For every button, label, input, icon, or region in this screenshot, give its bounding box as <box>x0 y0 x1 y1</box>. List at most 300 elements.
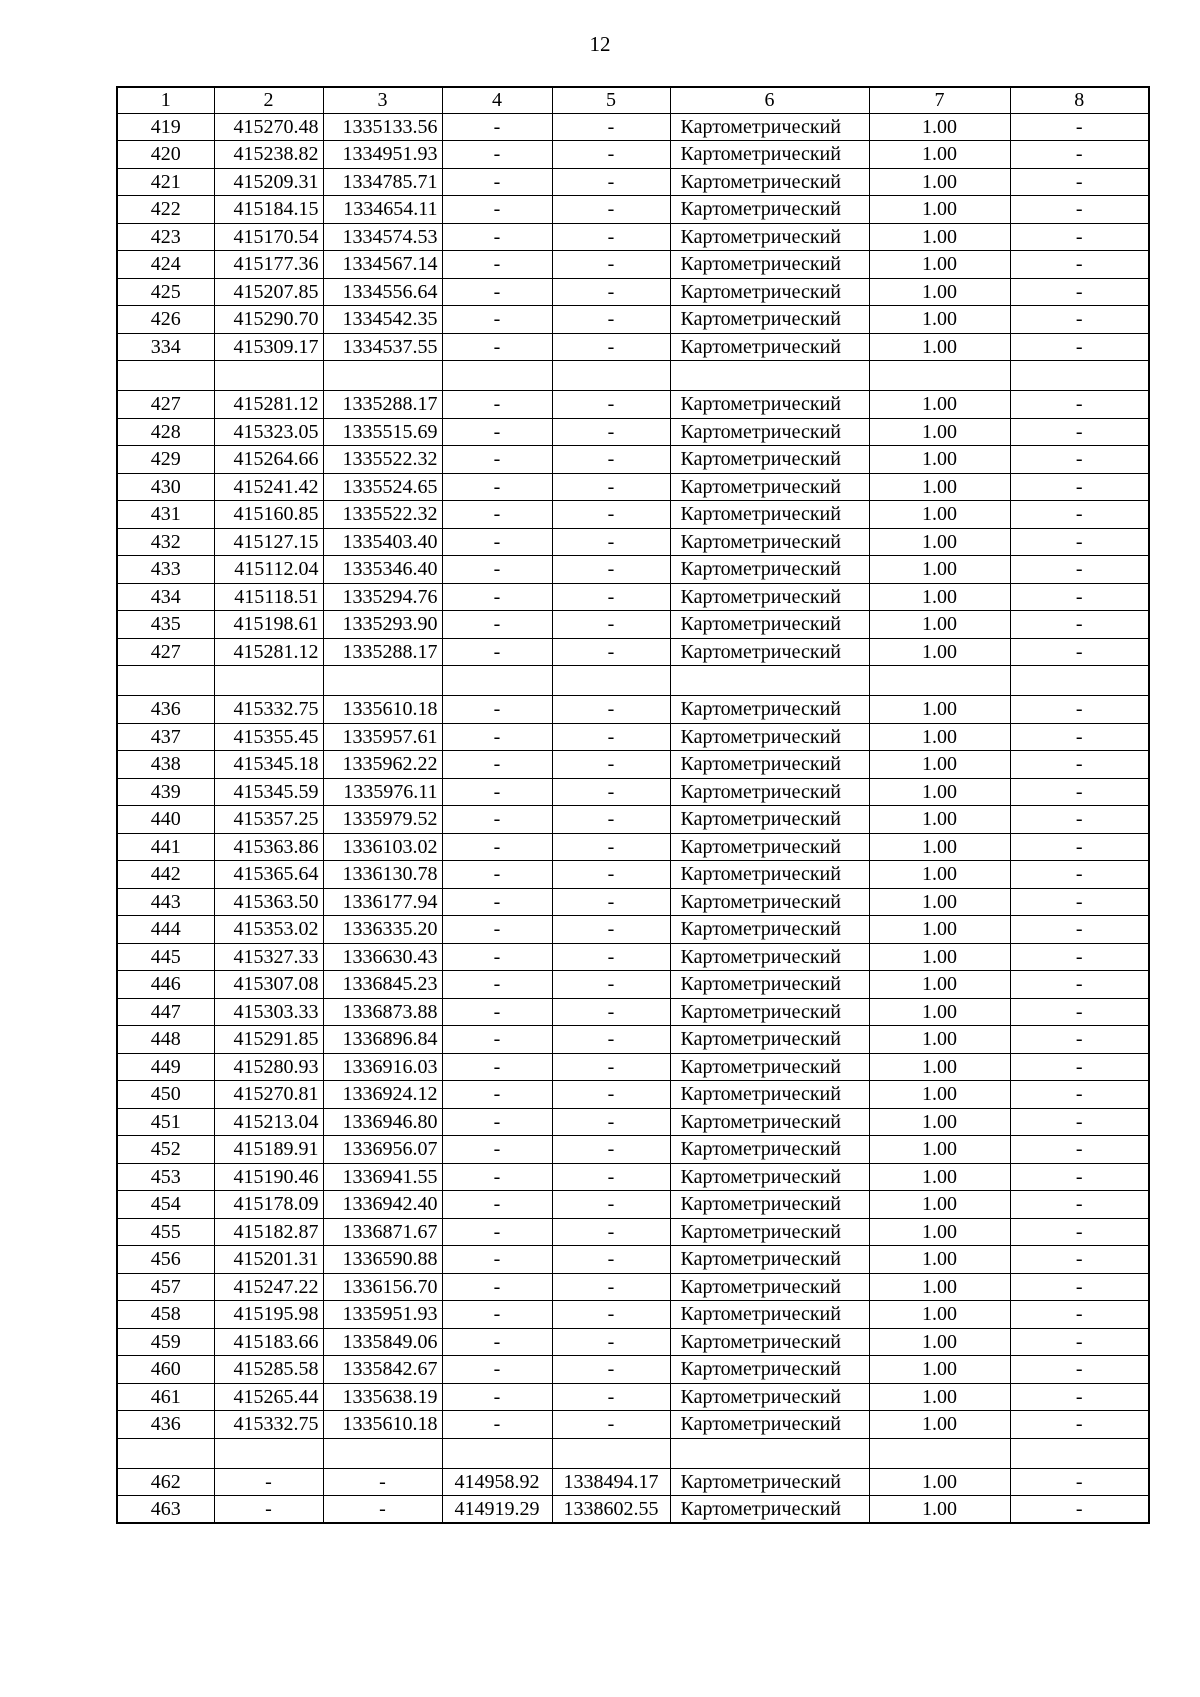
table-row <box>117 916 1149 944</box>
accuracy-cell: 1.00 <box>869 501 1010 529</box>
column-header: 7 <box>869 87 1010 113</box>
accuracy-cell: 1.00 <box>869 1356 1010 1384</box>
accuracy-cell: 1.00 <box>869 391 1010 419</box>
new-y-cell: - <box>552 1108 670 1136</box>
column-header: 8 <box>1010 87 1149 113</box>
y-coordinate-cell: 1336177.94 <box>323 888 442 916</box>
accuracy-cell: 1.00 <box>869 1026 1010 1054</box>
coordinates-table <box>116 86 1150 1524</box>
accuracy-cell: 1.00 <box>869 971 1010 999</box>
description-cell: - <box>1010 1328 1149 1356</box>
method-cell: Картометрический <box>670 251 869 279</box>
point-number-cell: 451 <box>117 1108 214 1136</box>
new-y-cell: 1338602.55 <box>552 1496 670 1524</box>
y-coordinate-cell: 1335842.67 <box>323 1356 442 1384</box>
column-header: 2 <box>214 87 323 113</box>
point-number-cell: 444 <box>117 916 214 944</box>
y-coordinate-cell: 1335293.90 <box>323 611 442 639</box>
accuracy-cell: 1.00 <box>869 1468 1010 1496</box>
new-y-cell: - <box>552 251 670 279</box>
point-number-cell: 422 <box>117 196 214 224</box>
accuracy-cell: 1.00 <box>869 778 1010 806</box>
accuracy-cell: 1.00 <box>869 806 1010 834</box>
new-x-cell: - <box>442 1136 552 1164</box>
new-x-cell: - <box>442 306 552 334</box>
x-coordinate-cell: 415177.36 <box>214 251 323 279</box>
point-number-cell: 462 <box>117 1468 214 1496</box>
x-coordinate-cell: 415332.75 <box>214 696 323 724</box>
y-coordinate-cell: 1335962.22 <box>323 751 442 779</box>
description-cell: - <box>1010 751 1149 779</box>
accuracy-cell: 1.00 <box>869 556 1010 584</box>
new-x-cell: - <box>442 916 552 944</box>
method-cell: Картометрический <box>670 168 869 196</box>
new-x-cell: - <box>442 1273 552 1301</box>
point-number-cell: 463 <box>117 1496 214 1524</box>
description-cell <box>1010 666 1149 696</box>
method-cell: Картометрический <box>670 1356 869 1384</box>
new-x-cell: - <box>442 833 552 861</box>
x-coordinate-cell: 415345.18 <box>214 751 323 779</box>
description-cell: - <box>1010 1411 1149 1439</box>
table-row <box>117 1081 1149 1109</box>
table-row <box>117 1301 1149 1329</box>
accuracy-cell: 1.00 <box>869 1273 1010 1301</box>
x-coordinate-cell: 415241.42 <box>214 473 323 501</box>
point-number-cell: 429 <box>117 446 214 474</box>
y-coordinate-cell: 1335524.65 <box>323 473 442 501</box>
method-cell: Картометрический <box>670 1053 869 1081</box>
description-cell: - <box>1010 888 1149 916</box>
table-row <box>117 861 1149 889</box>
new-x-cell: - <box>442 1163 552 1191</box>
accuracy-cell: 1.00 <box>869 638 1010 666</box>
table-row <box>117 723 1149 751</box>
new-y-cell: - <box>552 556 670 584</box>
point-number-cell: 455 <box>117 1218 214 1246</box>
accuracy-cell: 1.00 <box>869 528 1010 556</box>
x-coordinate-cell: 415309.17 <box>214 333 323 361</box>
point-number-cell: 446 <box>117 971 214 999</box>
point-number-cell: 436 <box>117 696 214 724</box>
table-row <box>117 223 1149 251</box>
new-y-cell: - <box>552 723 670 751</box>
y-coordinate-cell: 1334654.11 <box>323 196 442 224</box>
new-x-cell <box>442 1438 552 1468</box>
new-y-cell: - <box>552 861 670 889</box>
x-coordinate-cell: 415170.54 <box>214 223 323 251</box>
point-number-cell: 458 <box>117 1301 214 1329</box>
new-y-cell: - <box>552 943 670 971</box>
y-coordinate-cell: 1335638.19 <box>323 1383 442 1411</box>
description-cell: - <box>1010 501 1149 529</box>
x-coordinate-cell <box>214 361 323 391</box>
x-coordinate-cell: 415184.15 <box>214 196 323 224</box>
x-coordinate-cell: - <box>214 1468 323 1496</box>
x-coordinate-cell: 415198.61 <box>214 611 323 639</box>
description-cell: - <box>1010 1356 1149 1384</box>
x-coordinate-cell: 415355.45 <box>214 723 323 751</box>
new-x-cell <box>442 361 552 391</box>
y-coordinate-cell: 1335288.17 <box>323 638 442 666</box>
y-coordinate-cell: 1335515.69 <box>323 418 442 446</box>
accuracy-cell: 1.00 <box>869 998 1010 1026</box>
accuracy-cell: 1.00 <box>869 1246 1010 1274</box>
new-y-cell: - <box>552 418 670 446</box>
point-number-cell: 437 <box>117 723 214 751</box>
description-cell: - <box>1010 278 1149 306</box>
x-coordinate-cell: - <box>214 1496 323 1524</box>
new-x-cell: - <box>442 638 552 666</box>
y-coordinate-cell: 1335288.17 <box>323 391 442 419</box>
description-cell <box>1010 361 1149 391</box>
x-coordinate-cell: 415265.44 <box>214 1383 323 1411</box>
table-row <box>117 778 1149 806</box>
description-cell: - <box>1010 583 1149 611</box>
new-x-cell: - <box>442 333 552 361</box>
new-x-cell: - <box>442 723 552 751</box>
x-coordinate-cell: 415303.33 <box>214 998 323 1026</box>
new-y-cell: - <box>552 778 670 806</box>
description-cell: - <box>1010 556 1149 584</box>
y-coordinate-cell: 1336941.55 <box>323 1163 442 1191</box>
x-coordinate-cell <box>214 666 323 696</box>
new-x-cell: - <box>442 1383 552 1411</box>
new-y-cell: - <box>552 916 670 944</box>
new-x-cell: - <box>442 418 552 446</box>
accuracy-cell: 1.00 <box>869 418 1010 446</box>
method-cell: Картометрический <box>670 223 869 251</box>
new-y-cell: - <box>552 168 670 196</box>
method-cell: Картометрический <box>670 418 869 446</box>
new-x-cell: - <box>442 168 552 196</box>
description-cell: - <box>1010 916 1149 944</box>
x-coordinate-cell: 415195.98 <box>214 1301 323 1329</box>
new-y-cell: - <box>552 306 670 334</box>
table-row <box>117 888 1149 916</box>
new-y-cell: - <box>552 888 670 916</box>
new-x-cell: - <box>442 1301 552 1329</box>
y-coordinate-cell: 1334951.93 <box>323 141 442 169</box>
new-y-cell: - <box>552 446 670 474</box>
x-coordinate-cell: 415281.12 <box>214 391 323 419</box>
y-coordinate-cell: 1336630.43 <box>323 943 442 971</box>
accuracy-cell: 1.00 <box>869 1081 1010 1109</box>
y-coordinate-cell: 1335522.32 <box>323 501 442 529</box>
point-number-cell: 430 <box>117 473 214 501</box>
new-y-cell: - <box>552 638 670 666</box>
new-x-cell: - <box>442 1026 552 1054</box>
y-coordinate-cell <box>323 666 442 696</box>
accuracy-cell: 1.00 <box>869 306 1010 334</box>
new-y-cell: - <box>552 333 670 361</box>
point-number-cell: 445 <box>117 943 214 971</box>
accuracy-cell: 1.00 <box>869 223 1010 251</box>
x-coordinate-cell: 415127.15 <box>214 528 323 556</box>
method-cell: Картометрический <box>670 556 869 584</box>
method-cell: Картометрический <box>670 1383 869 1411</box>
accuracy-cell <box>869 361 1010 391</box>
table-row <box>117 333 1149 361</box>
method-cell: Картометрический <box>670 971 869 999</box>
description-cell: - <box>1010 1163 1149 1191</box>
accuracy-cell: 1.00 <box>869 1136 1010 1164</box>
table-row <box>117 278 1149 306</box>
new-x-cell: - <box>442 1356 552 1384</box>
description-cell: - <box>1010 168 1149 196</box>
description-cell: - <box>1010 113 1149 141</box>
new-y-cell: - <box>552 1026 670 1054</box>
x-coordinate-cell: 415112.04 <box>214 556 323 584</box>
y-coordinate-cell: 1336103.02 <box>323 833 442 861</box>
description-cell: - <box>1010 638 1149 666</box>
description-cell: - <box>1010 861 1149 889</box>
new-y-cell: - <box>552 998 670 1026</box>
method-cell: Картометрический <box>670 778 869 806</box>
accuracy-cell: 1.00 <box>869 696 1010 724</box>
new-y-cell: - <box>552 1301 670 1329</box>
method-cell: Картометрический <box>670 1136 869 1164</box>
table-row <box>117 1246 1149 1274</box>
y-coordinate-cell: 1336871.67 <box>323 1218 442 1246</box>
new-y-cell: - <box>552 141 670 169</box>
method-cell: Картометрический <box>670 723 869 751</box>
description-cell: - <box>1010 1383 1149 1411</box>
y-coordinate-cell: 1335979.52 <box>323 806 442 834</box>
y-coordinate-cell: 1336942.40 <box>323 1191 442 1219</box>
x-coordinate-cell: 415291.85 <box>214 1026 323 1054</box>
x-coordinate-cell: 415160.85 <box>214 501 323 529</box>
new-y-cell <box>552 666 670 696</box>
table-row <box>117 751 1149 779</box>
point-number-cell: 460 <box>117 1356 214 1384</box>
table-row <box>117 1026 1149 1054</box>
new-y-cell: - <box>552 473 670 501</box>
column-header: 6 <box>670 87 869 113</box>
new-x-cell: - <box>442 528 552 556</box>
table-row <box>117 696 1149 724</box>
new-y-cell: - <box>552 1383 670 1411</box>
x-coordinate-cell: 415363.50 <box>214 888 323 916</box>
accuracy-cell: 1.00 <box>869 1163 1010 1191</box>
method-cell: Картометрический <box>670 501 869 529</box>
x-coordinate-cell: 415207.85 <box>214 278 323 306</box>
description-cell: - <box>1010 1246 1149 1274</box>
table-row <box>117 306 1149 334</box>
description-cell: - <box>1010 1191 1149 1219</box>
y-coordinate-cell: 1336156.70 <box>323 1273 442 1301</box>
y-coordinate-cell: 1334785.71 <box>323 168 442 196</box>
y-coordinate-cell: 1336916.03 <box>323 1053 442 1081</box>
new-y-cell: - <box>552 583 670 611</box>
new-x-cell: - <box>442 751 552 779</box>
new-x-cell: - <box>442 888 552 916</box>
description-cell: - <box>1010 1273 1149 1301</box>
description-cell: - <box>1010 1108 1149 1136</box>
y-coordinate-cell: 1335610.18 <box>323 696 442 724</box>
point-number-cell: 443 <box>117 888 214 916</box>
description-cell: - <box>1010 1026 1149 1054</box>
description-cell: - <box>1010 1081 1149 1109</box>
point-number-cell: 428 <box>117 418 214 446</box>
y-coordinate-cell: - <box>323 1468 442 1496</box>
new-x-cell: - <box>442 998 552 1026</box>
point-number-cell: 334 <box>117 333 214 361</box>
column-header: 4 <box>442 87 552 113</box>
x-coordinate-cell: 415270.81 <box>214 1081 323 1109</box>
new-x-cell: - <box>442 278 552 306</box>
y-coordinate-cell: 1335951.93 <box>323 1301 442 1329</box>
y-coordinate-cell: 1335957.61 <box>323 723 442 751</box>
new-y-cell: - <box>552 528 670 556</box>
table-row <box>117 196 1149 224</box>
method-cell: Картометрический <box>670 1411 869 1439</box>
x-coordinate-cell: 415327.33 <box>214 943 323 971</box>
table-row <box>117 1136 1149 1164</box>
description-cell: - <box>1010 333 1149 361</box>
y-coordinate-cell: 1335976.11 <box>323 778 442 806</box>
new-y-cell: - <box>552 806 670 834</box>
table-row <box>117 638 1149 666</box>
new-x-cell: - <box>442 113 552 141</box>
method-cell: Картометрический <box>670 696 869 724</box>
new-y-cell: - <box>552 1273 670 1301</box>
x-coordinate-cell: 415345.59 <box>214 778 323 806</box>
new-y-cell: - <box>552 1191 670 1219</box>
method-cell: Картометрический <box>670 806 869 834</box>
page-number: 12 <box>589 32 611 56</box>
new-x-cell: - <box>442 1108 552 1136</box>
point-number-cell: 456 <box>117 1246 214 1274</box>
y-coordinate-cell: 1336130.78 <box>323 861 442 889</box>
accuracy-cell: 1.00 <box>869 333 1010 361</box>
table-row <box>117 1411 1149 1439</box>
new-x-cell: - <box>442 196 552 224</box>
point-number-cell: 450 <box>117 1081 214 1109</box>
method-cell: Картометрический <box>670 1328 869 1356</box>
x-coordinate-cell: 415178.09 <box>214 1191 323 1219</box>
new-x-cell: - <box>442 1246 552 1274</box>
method-cell: Картометрический <box>670 1273 869 1301</box>
point-number-cell: 424 <box>117 251 214 279</box>
point-number-cell: 434 <box>117 583 214 611</box>
new-x-cell: - <box>442 141 552 169</box>
y-coordinate-cell: - <box>323 1496 442 1524</box>
new-y-cell: - <box>552 611 670 639</box>
description-cell: - <box>1010 223 1149 251</box>
new-x-cell: - <box>442 251 552 279</box>
y-coordinate-cell: 1335133.56 <box>323 113 442 141</box>
y-coordinate-cell: 1335403.40 <box>323 528 442 556</box>
table-row <box>117 168 1149 196</box>
table-row <box>117 1218 1149 1246</box>
accuracy-cell: 1.00 <box>869 1411 1010 1439</box>
description-cell: - <box>1010 833 1149 861</box>
new-x-cell: - <box>442 1218 552 1246</box>
method-cell: Картометрический <box>670 528 869 556</box>
description-cell: - <box>1010 418 1149 446</box>
description-cell: - <box>1010 1496 1149 1524</box>
new-y-cell: - <box>552 1246 670 1274</box>
method-cell: Картометрический <box>670 583 869 611</box>
table-row <box>117 418 1149 446</box>
new-y-cell: - <box>552 1411 670 1439</box>
y-coordinate-cell: 1336924.12 <box>323 1081 442 1109</box>
point-number-cell: 461 <box>117 1383 214 1411</box>
new-x-cell: - <box>442 556 552 584</box>
method-cell: Картометрический <box>670 943 869 971</box>
accuracy-cell: 1.00 <box>869 1383 1010 1411</box>
point-number-cell <box>117 1438 214 1468</box>
point-number-cell: 459 <box>117 1328 214 1356</box>
new-y-cell: - <box>552 1163 670 1191</box>
y-coordinate-cell: 1335522.32 <box>323 446 442 474</box>
point-number-cell: 423 <box>117 223 214 251</box>
x-coordinate-cell: 415190.46 <box>214 1163 323 1191</box>
x-coordinate-cell: 415357.25 <box>214 806 323 834</box>
description-cell: - <box>1010 473 1149 501</box>
method-cell: Картометрический <box>670 1468 869 1496</box>
table-row <box>117 611 1149 639</box>
method-cell: Картометрический <box>670 1218 869 1246</box>
description-cell: - <box>1010 1218 1149 1246</box>
accuracy-cell: 1.00 <box>869 583 1010 611</box>
method-cell: Картометрический <box>670 998 869 1026</box>
description-cell: - <box>1010 611 1149 639</box>
method-cell: Картометрический <box>670 833 869 861</box>
table-row <box>117 971 1149 999</box>
new-y-cell: - <box>552 1218 670 1246</box>
y-coordinate-cell: 1336845.23 <box>323 971 442 999</box>
description-cell: - <box>1010 778 1149 806</box>
new-x-cell: - <box>442 696 552 724</box>
y-coordinate-cell: 1334542.35 <box>323 306 442 334</box>
point-number-cell: 452 <box>117 1136 214 1164</box>
table-row <box>117 1468 1149 1496</box>
accuracy-cell: 1.00 <box>869 723 1010 751</box>
table-row <box>117 1383 1149 1411</box>
table-row <box>117 998 1149 1026</box>
y-coordinate-cell <box>323 361 442 391</box>
method-cell: Картометрический <box>670 1191 869 1219</box>
description-cell: - <box>1010 723 1149 751</box>
y-coordinate-cell: 1336956.07 <box>323 1136 442 1164</box>
new-x-cell: - <box>442 446 552 474</box>
y-coordinate-cell: 1336335.20 <box>323 916 442 944</box>
new-y-cell: - <box>552 391 670 419</box>
point-number-cell: 441 <box>117 833 214 861</box>
accuracy-cell: 1.00 <box>869 168 1010 196</box>
point-number-cell: 425 <box>117 278 214 306</box>
point-number-cell: 436 <box>117 1411 214 1439</box>
accuracy-cell: 1.00 <box>869 943 1010 971</box>
new-x-cell: - <box>442 391 552 419</box>
point-number-cell: 426 <box>117 306 214 334</box>
new-x-cell: - <box>442 611 552 639</box>
method-cell: Картометрический <box>670 1301 869 1329</box>
point-number-cell: 449 <box>117 1053 214 1081</box>
method-cell: Картометрический <box>670 1108 869 1136</box>
y-coordinate-cell: 1336873.88 <box>323 998 442 1026</box>
x-coordinate-cell: 415118.51 <box>214 583 323 611</box>
point-number-cell: 448 <box>117 1026 214 1054</box>
new-x-cell: - <box>442 971 552 999</box>
new-y-cell: - <box>552 1328 670 1356</box>
point-number-cell: 447 <box>117 998 214 1026</box>
accuracy-cell <box>869 1438 1010 1468</box>
table-row <box>117 833 1149 861</box>
new-x-cell: 414958.92 <box>442 1468 552 1496</box>
